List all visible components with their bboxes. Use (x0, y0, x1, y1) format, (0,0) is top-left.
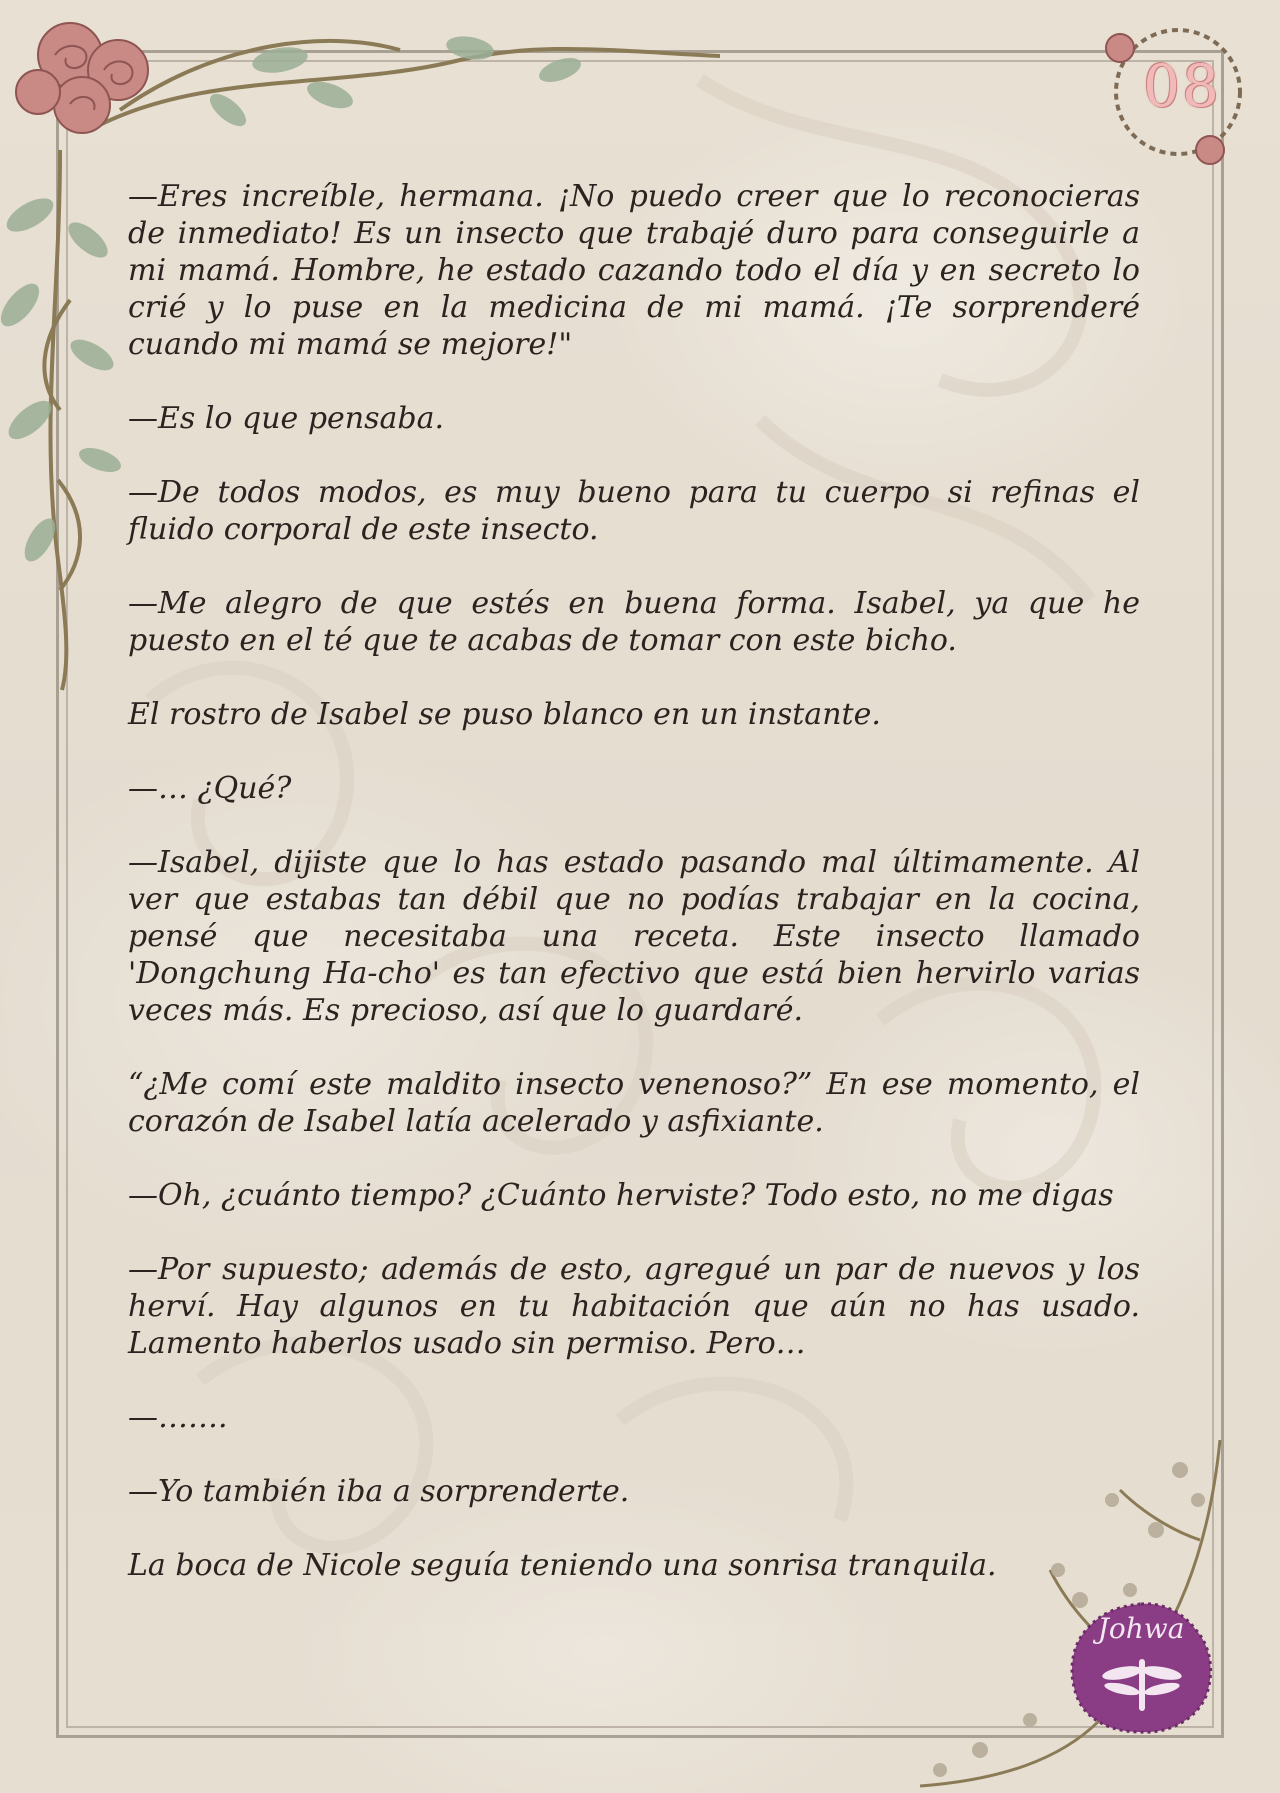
paragraph: —Isabel, dijiste que lo has estado pasando mal últimamente. Al ver que estabas tan débil que no podías trabajar en la cocina, pensé que necesitaba una receta. Este insecto llamado 'Dongchung Ha-cho' es tan efectivo que está bien hervirlo varias veces más. Es precioso, así que lo guardaré. (128, 845, 1140, 1028)
paragraph: La boca de Nicole seguía teniendo una sonrisa tranquila. (128, 1548, 997, 1583)
paragraph: “¿Me comí este maldito insecto venenoso?” En ese momento, el corazón de Isabel latía acelerado y asfixiante. (128, 1067, 1140, 1139)
dragonfly-icon (1100, 1655, 1184, 1715)
paragraph: —De todos modos, es muy bueno para tu cuerpo si refinas el fluido corporal de este insecto. (128, 475, 1140, 547)
paragraph: —Eres increíble, hermana. ¡No puedo creer que lo reconocieras de inmediato! Es un insecto que trabajé duro para conseguirle a mi mamá. Hombre, he estado cazando todo el día y en secreto lo crié y lo puse en la medicina de mi mamá. ¡Te sorprenderé cuando mi mamá se mejore!" (128, 179, 1140, 362)
paragraph: —……. (128, 1400, 228, 1435)
paragraph: —Yo también iba a sorprenderte. (128, 1474, 630, 1509)
paragraph: —Oh, ¿cuánto tiempo? ¿Cuánto herviste? Todo esto, no me digas (128, 1178, 1114, 1213)
paragraph: —… ¿Qué? (128, 771, 292, 806)
paragraph: —Por supuesto; además de esto, agregué un par de nuevos y los herví. Hay algunos en tu habitación que aún no has usado. Lamento haberlos usado sin permiso. Pero… (128, 1252, 1140, 1361)
paragraph: El rostro de Isabel se puso blanco en un instante. (128, 697, 881, 732)
badge-label: Johwa (1097, 1612, 1185, 1645)
paragraph: —Me alegro de que estés en buena forma. Isabel, ya que he puesto en el té que te acabas de tomar con este bicho. (128, 586, 1140, 658)
page-number: 08 (1143, 52, 1221, 120)
paragraph: —Es lo que pensaba. (128, 401, 445, 436)
story-text (128, 178, 1140, 1621)
